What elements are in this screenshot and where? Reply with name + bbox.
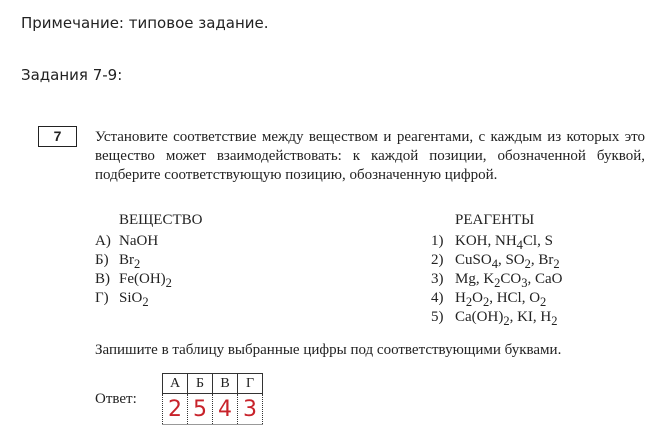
answer-label: Ответ: bbox=[95, 391, 137, 407]
note-text: Примечание: типовое задание. bbox=[21, 14, 269, 32]
answer-value-a: 2 bbox=[163, 394, 188, 425]
reagent-item-label: 2) bbox=[431, 252, 444, 268]
reagent-item-label: 3) bbox=[431, 271, 444, 287]
substance-header: ВЕЩЕСТВО bbox=[119, 212, 203, 228]
task-image bbox=[38, 124, 650, 434]
answer-header-g: Г bbox=[238, 374, 263, 394]
substance-item-formula: $Br_2$ bbox=[119, 252, 141, 271]
answer-header-b: Б bbox=[188, 374, 213, 394]
reagent-item-formula: KOH, $NH_4Cl$, S bbox=[455, 233, 553, 252]
reagent-item-formula: $H_2O_2$, HCl, $O_2$ bbox=[455, 290, 547, 309]
substance-item-formula: SiO$_2$ bbox=[119, 290, 149, 309]
answer-value-v: 4 bbox=[213, 394, 238, 425]
substance-item-formula: $Fe(OH)_2$ bbox=[119, 271, 172, 290]
reagent-item-label: 5) bbox=[431, 309, 444, 325]
answer-value-b: 5 bbox=[188, 394, 213, 425]
substance-item-label: А) bbox=[95, 233, 111, 249]
task-number: 7 bbox=[38, 126, 77, 147]
reagent-item-formula: $Ca(OH)_2$, KI, $H_2$ bbox=[455, 309, 558, 328]
substance-item-label: Г) bbox=[95, 290, 109, 306]
task-question: Установите соответствие между веществом и реагентами, с каждым из которых это вещество может взаимодействовать: к каждой позиции, обозначенной буквой, подберите соответствующую позицию, обозначенную цифрой. bbox=[95, 129, 645, 183]
substance-item-label: Б) bbox=[95, 252, 109, 268]
reagent-item-label: 1) bbox=[431, 233, 444, 249]
answer-header-v: В bbox=[213, 374, 238, 394]
reagent-item-5 bbox=[431, 308, 558, 330]
tasks-heading: Задания 7-9: bbox=[21, 66, 123, 84]
reagent-item-label: 4) bbox=[431, 290, 444, 306]
reagent-item-formula: CuSO$_4$, $SO_2$, $Br_2$ bbox=[455, 252, 560, 271]
answer-value-g: 3 bbox=[238, 394, 263, 425]
substance-item-4 bbox=[95, 289, 149, 311]
reagents-header: РЕАГЕНТЫ bbox=[455, 212, 535, 228]
answer-table bbox=[162, 373, 263, 425]
substance-item-1 bbox=[95, 232, 158, 250]
answer-instruction: Запишите в таблицу выбранные цифры под соответствующими буквами. bbox=[95, 342, 562, 358]
reagent-item-formula: Mg, $K_2CO_3$, CaO bbox=[455, 271, 563, 290]
substance-item-formula: NaOH bbox=[119, 233, 159, 249]
substance-item-label: В) bbox=[95, 271, 110, 287]
answer-header-a: А bbox=[163, 374, 188, 394]
